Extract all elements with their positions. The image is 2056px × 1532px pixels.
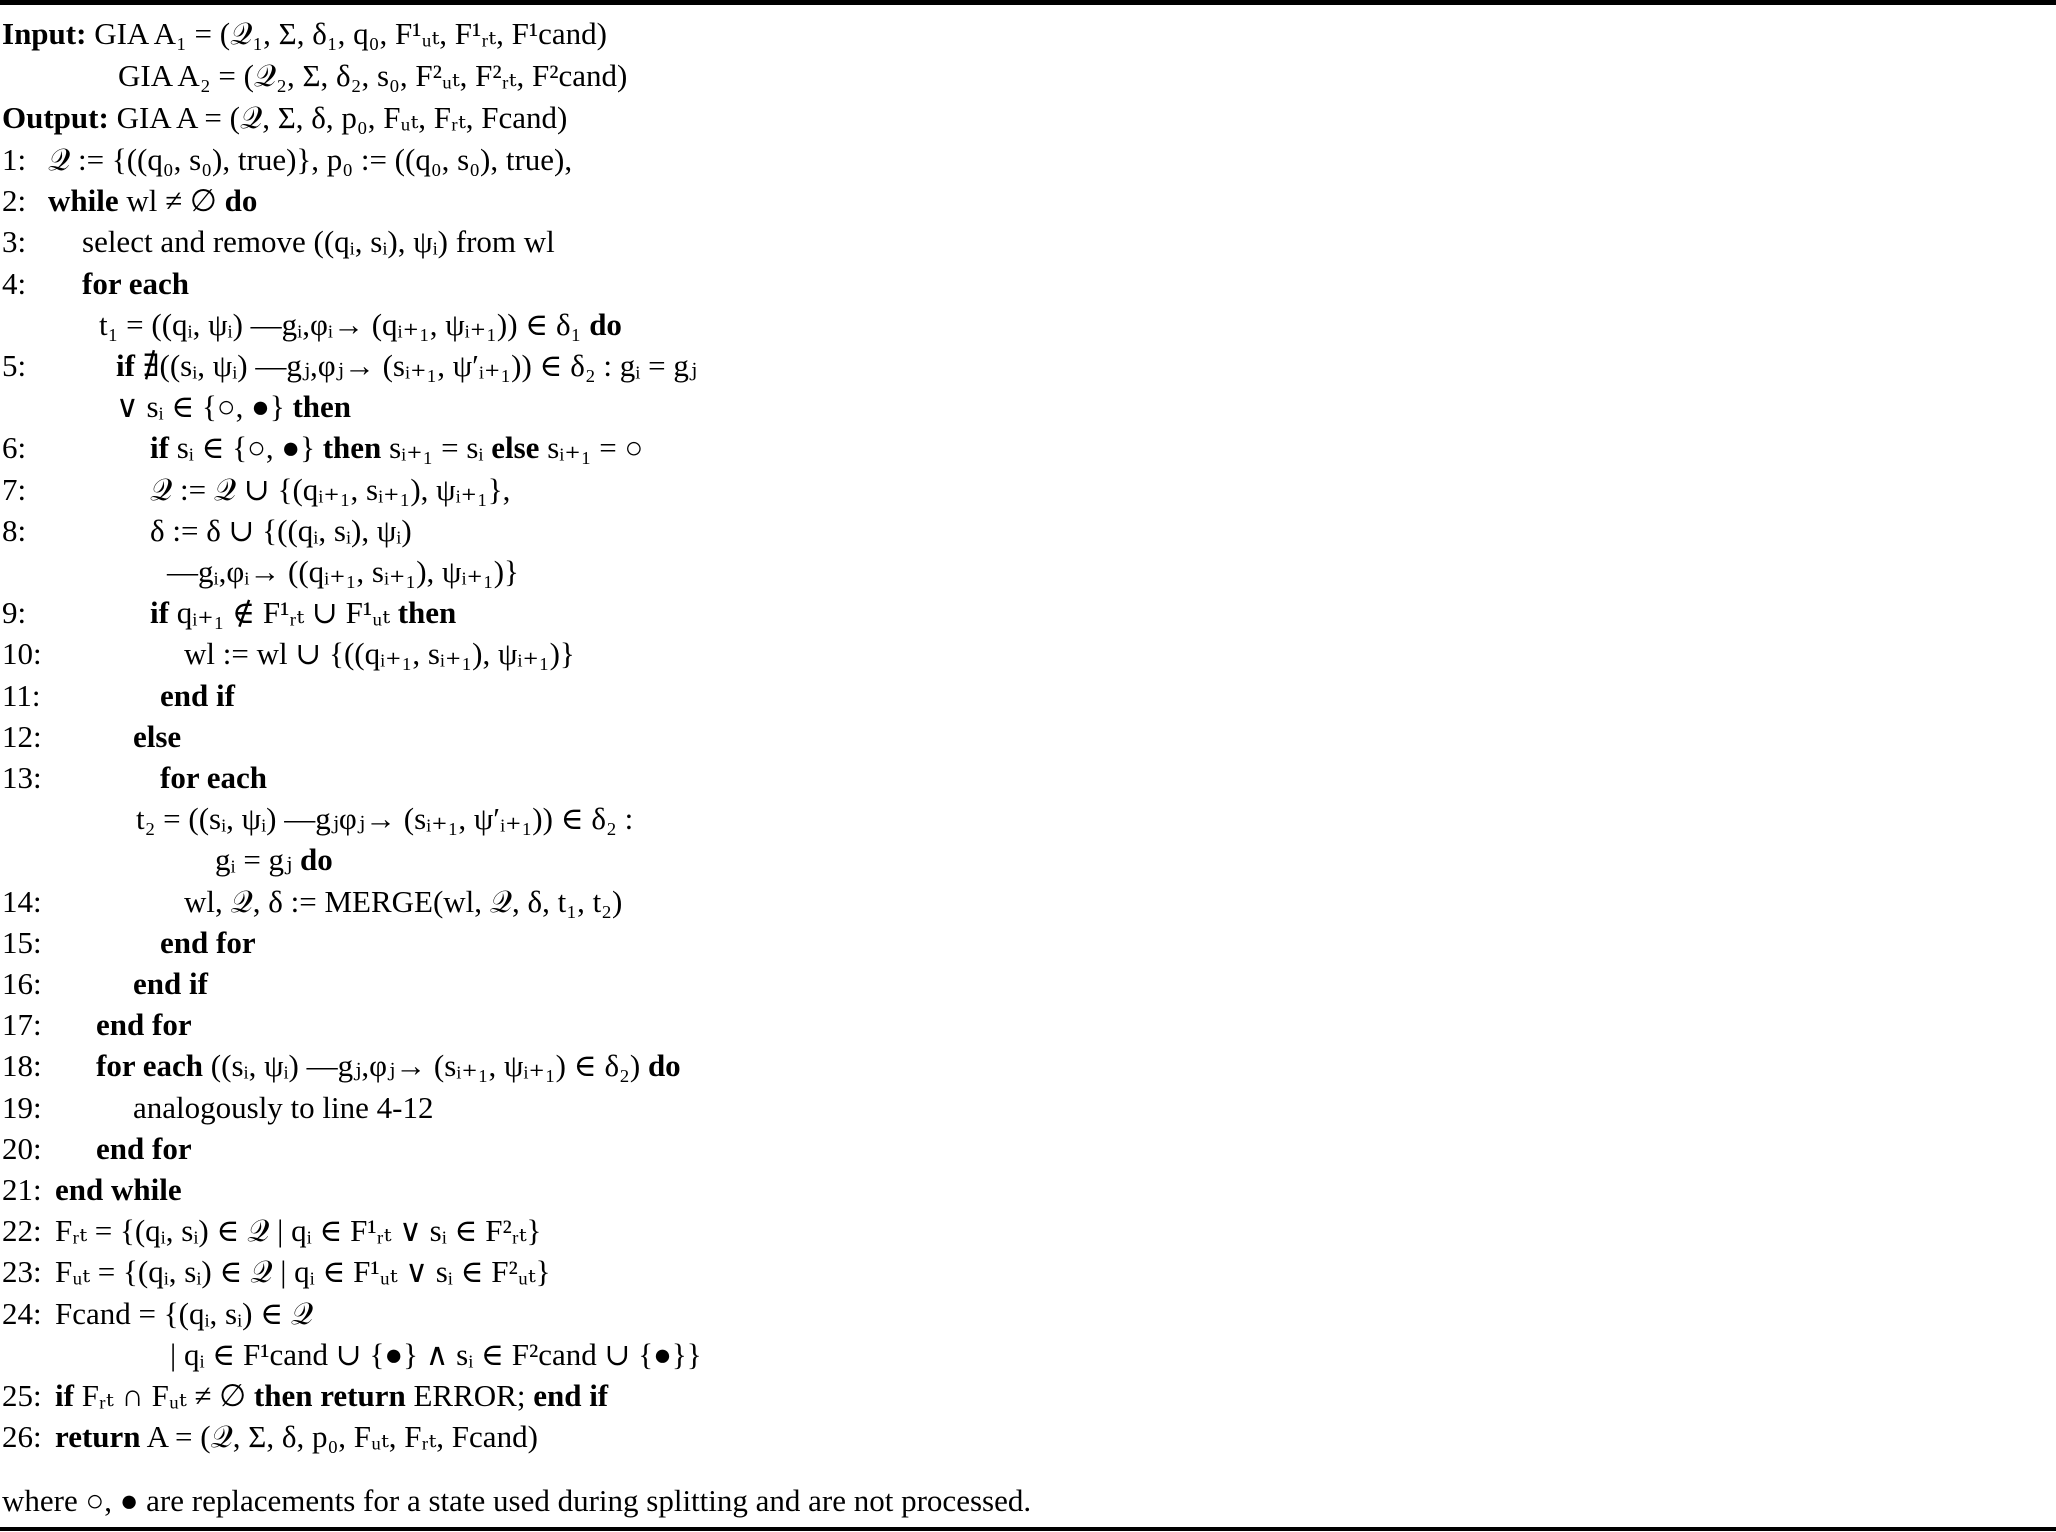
line-number: 8: <box>2 513 27 548</box>
line-number: 22: <box>2 1213 42 1248</box>
line-code <box>55 1294 313 1334</box>
keyword: then <box>397 595 457 630</box>
line-number: 3: <box>2 224 27 259</box>
line-code <box>160 758 267 798</box>
code-text: Fᵤₜ = {(qᵢ, sᵢ) ∈ 𝒬 | qᵢ ∈ F¹ᵤₜ ∨ sᵢ ∈ F²ᵤₜ} <box>55 1254 551 1289</box>
line-number: 7: <box>2 472 27 507</box>
code-text: A = (𝒬, Σ, δ, p₀, Fᵤₜ, Fᵣₜ, Fcand) <box>140 1419 538 1454</box>
code-text: select and remove ((qᵢ, sᵢ), ψᵢ) from wl <box>82 224 555 259</box>
line-number: 4: <box>2 266 27 301</box>
line-number: 6: <box>2 430 27 465</box>
keyword: end if <box>133 966 208 1001</box>
code-text: ∄((sᵢ, ψᵢ) —gⱼ,φⱼ→ (sᵢ₊₁, ψ′ᵢ₊₁)) ∈ δ₂ : gᵢ = gⱼ <box>134 348 698 383</box>
line-number: 18: <box>2 1048 42 1083</box>
keyword: end if <box>160 678 235 713</box>
code-text: wl := wl ∪ {((qᵢ₊₁, sᵢ₊₁), ψᵢ₊₁)} <box>184 636 575 671</box>
code-text: Fcand = {(qᵢ, sᵢ) ∈ 𝒬 <box>55 1296 314 1331</box>
line-code <box>184 634 575 674</box>
keyword: end for <box>96 1007 192 1042</box>
line-number: 26: <box>2 1419 42 1454</box>
line-code <box>184 882 622 922</box>
line-code <box>96 1046 681 1086</box>
keyword: do <box>224 183 258 218</box>
keyword: end for <box>160 925 256 960</box>
keyword: end if <box>533 1378 609 1413</box>
line-code <box>150 428 643 468</box>
line-code <box>55 1376 608 1416</box>
code-text: Fᵣₜ = {(qᵢ, sᵢ) ∈ 𝒬 | qᵢ ∈ F¹ᵣₜ ∨ sᵢ ∈ F²ᵣₜ} <box>55 1213 542 1248</box>
code-text: ERROR; <box>405 1378 534 1413</box>
line-code <box>133 1088 433 1128</box>
line-code <box>116 387 351 427</box>
code-text: sᵢ₊₁ = sᵢ <box>381 430 492 465</box>
code-text: qᵢ₊₁ ∉ F¹ᵣₜ ∪ F¹ᵤₜ <box>168 595 398 630</box>
line-code <box>136 799 633 839</box>
line-number: 11: <box>2 678 41 713</box>
line-code <box>55 1252 551 1292</box>
line-number: 19: <box>2 1090 42 1125</box>
line-code <box>133 717 181 757</box>
line-number: 25: <box>2 1378 42 1413</box>
keyword: do <box>300 842 333 877</box>
line-code <box>167 552 519 592</box>
line-code <box>116 346 697 386</box>
line-code <box>48 181 257 221</box>
line-number: 17: <box>2 1007 42 1042</box>
keyword: while <box>48 183 119 218</box>
output-label: Output: <box>2 100 109 135</box>
line-code <box>96 1129 192 1169</box>
input-gia-2: GIA A₂ = (𝒬₂, Σ, δ₂, s₀, F²ᵤₜ, F²ᵣₜ, F²cand) <box>118 58 628 93</box>
line-code <box>150 593 456 633</box>
keyword: end for <box>96 1131 192 1166</box>
code-text: t₁ = ((qᵢ, ψᵢ) —gᵢ,φᵢ→ (qᵢ₊₁, ψᵢ₊₁)) ∈ δ₁ <box>99 307 590 342</box>
keyword: if <box>55 1378 74 1413</box>
code-text: gᵢ = gⱼ <box>215 842 300 877</box>
line-number: 12: <box>2 719 42 754</box>
keyword: end while <box>55 1172 182 1207</box>
keyword: then <box>292 389 352 424</box>
code-text: analogously to line 4-12 <box>133 1090 434 1125</box>
code-text: t₂ = ((sᵢ, ψᵢ) —gⱼφⱼ→ (sᵢ₊₁, ψ′ᵢ₊₁)) ∈ δ₂ : <box>136 801 634 836</box>
code-text: 𝒬 := {((q₀, s₀), true)}, p₀ := ((q₀, s₀), true), <box>48 142 573 177</box>
code-text: δ := δ ∪ {((qᵢ, sᵢ), ψᵢ) <box>150 513 412 548</box>
keyword: if <box>150 430 169 465</box>
line-number: 24: <box>2 1296 42 1331</box>
keyword: else <box>133 719 182 754</box>
line-code <box>170 1335 702 1375</box>
keyword: then return <box>253 1378 406 1413</box>
line-number: 10: <box>2 636 42 671</box>
line-code <box>133 964 208 1004</box>
keyword: do <box>589 307 622 342</box>
code-text: sᵢ₊₁ = ○ <box>539 430 644 465</box>
output-gia: GIA A = (𝒬, Σ, δ, p₀, Fᵤₜ, Fᵣₜ, Fcand) <box>116 100 568 135</box>
code-text: 𝒬 := 𝒬 ∪ {(qᵢ₊₁, sᵢ₊₁), ψᵢ₊₁}, <box>150 472 511 507</box>
keyword: for each <box>160 760 268 795</box>
keyword: else <box>491 430 540 465</box>
line-code <box>82 264 189 304</box>
code-text: | qᵢ ∈ F¹cand ∪ {●} ∧ sᵢ ∈ F²cand ∪ {●}} <box>170 1337 702 1372</box>
line-code <box>150 511 412 551</box>
line-code <box>160 676 235 716</box>
line-number: 13: <box>2 760 42 795</box>
line-code <box>55 1417 538 1457</box>
keyword: if <box>116 348 135 383</box>
top-rule <box>0 0 2056 5</box>
line-code <box>82 222 555 262</box>
line-number: 20: <box>2 1131 42 1166</box>
line-number: 23: <box>2 1254 42 1289</box>
line-code <box>160 923 256 963</box>
code-text: wl ≠ ∅ <box>118 183 225 218</box>
input-gia-1: GIA A₁ = (𝒬₁, Σ, δ₁, q₀, F¹ᵤₜ, F¹ᵣₜ, F¹cand) <box>94 16 607 51</box>
code-text: ∨ sᵢ ∈ {○, ●} <box>116 389 293 424</box>
code-text: sᵢ ∈ {○, ●} <box>168 430 323 465</box>
line-number: 9: <box>2 595 27 630</box>
line-code <box>150 470 510 510</box>
line-number: 5: <box>2 348 27 383</box>
line-number: 16: <box>2 966 42 1001</box>
line-number: 14: <box>2 884 42 919</box>
line-number: 15: <box>2 925 42 960</box>
line-code <box>96 1005 192 1045</box>
keyword: then <box>322 430 382 465</box>
keyword: for each <box>96 1048 204 1083</box>
keyword: return <box>55 1419 141 1454</box>
keyword: do <box>647 1048 681 1083</box>
line-code <box>99 305 622 345</box>
line-code <box>215 840 333 880</box>
input-label: Input: <box>2 16 87 51</box>
line-code <box>55 1211 541 1251</box>
footnote: where ○, ● are replacements for a state used during splitting and are not processed. <box>2 1483 1032 1518</box>
keyword: if <box>150 595 169 630</box>
line-number: 2: <box>2 183 27 218</box>
line-code <box>48 140 572 180</box>
line-code <box>55 1170 182 1210</box>
code-text: ((sᵢ, ψᵢ) —gⱼ,φⱼ→ (sᵢ₊₁, ψᵢ₊₁) ∈ δ₂) <box>203 1048 648 1083</box>
keyword: for each <box>82 266 190 301</box>
code-text: wl, 𝒬, δ := MERGE(wl, 𝒬, δ, t₁, t₂) <box>184 884 623 919</box>
bottom-rule <box>0 1527 2056 1531</box>
line-number: 21: <box>2 1172 42 1207</box>
line-number: 1: <box>2 142 27 177</box>
code-text: Fᵣₜ ∩ Fᵤₜ ≠ ∅ <box>73 1378 254 1413</box>
code-text: —gᵢ,φᵢ→ ((qᵢ₊₁, sᵢ₊₁), ψᵢ₊₁)} <box>167 554 519 589</box>
